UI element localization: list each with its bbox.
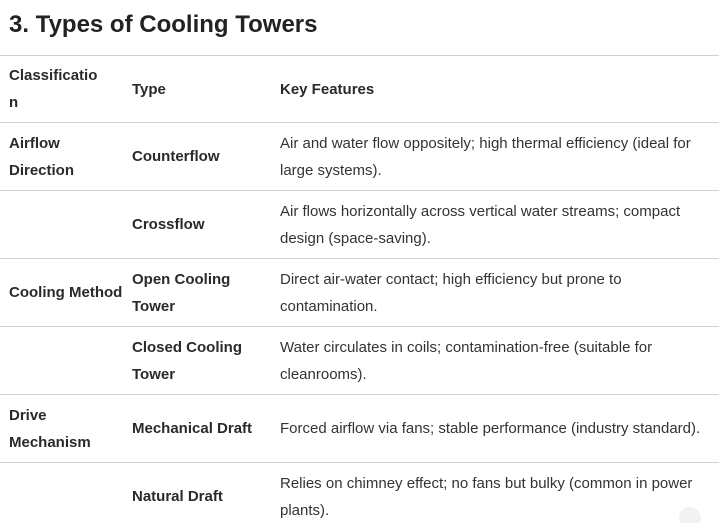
row-type: Natural Draft (124, 463, 271, 523)
table-header (0, 56, 719, 123)
row-classification (0, 191, 124, 259)
table-row (0, 191, 719, 259)
row-type: Open Cooling Tower (124, 259, 271, 327)
header-classification (0, 56, 124, 123)
table-row (0, 395, 719, 463)
row-features: Relies on chimney effect; no fans but bulky (common in power plants). (271, 463, 719, 523)
header-type: Type (124, 56, 271, 123)
row-classification (0, 327, 124, 395)
section-heading: 3. Types of Cooling Towers (9, 11, 318, 38)
scroll-hint-icon (679, 507, 701, 523)
row-features: Water circulates in coils; contamination-free (suitable for cleanrooms). (271, 327, 719, 395)
row-features: Air and water flow oppositely; high thermal efficiency (ideal for large systems). (271, 123, 719, 191)
table-row (0, 123, 719, 191)
table-row (0, 259, 719, 327)
cooling-towers-table (0, 55, 719, 523)
row-features: Direct air-water contact; high efficiency but prone to contamination. (271, 259, 719, 327)
table-row (0, 463, 719, 523)
row-type: Counterflow (124, 123, 271, 191)
row-classification: Airflow Direction (0, 123, 124, 191)
row-classification: Drive Mechanism (0, 395, 124, 463)
table-row (0, 327, 719, 395)
row-type: Crossflow (124, 191, 271, 259)
header-key-features: Key Features (271, 56, 719, 123)
table-body (0, 123, 719, 523)
row-type: Mechanical Draft (124, 395, 271, 463)
table-header-row (0, 56, 719, 123)
row-features: Forced airflow via fans; stable performance (industry standard). (271, 395, 719, 463)
row-type: Closed Cooling Tower (124, 327, 271, 395)
row-classification: Cooling Method (0, 259, 124, 327)
header-classification-label: Classificatio n (9, 67, 98, 111)
row-features: Air flows horizontally across vertical water streams; compact design (space-saving). (271, 191, 719, 259)
row-classification (0, 463, 124, 523)
